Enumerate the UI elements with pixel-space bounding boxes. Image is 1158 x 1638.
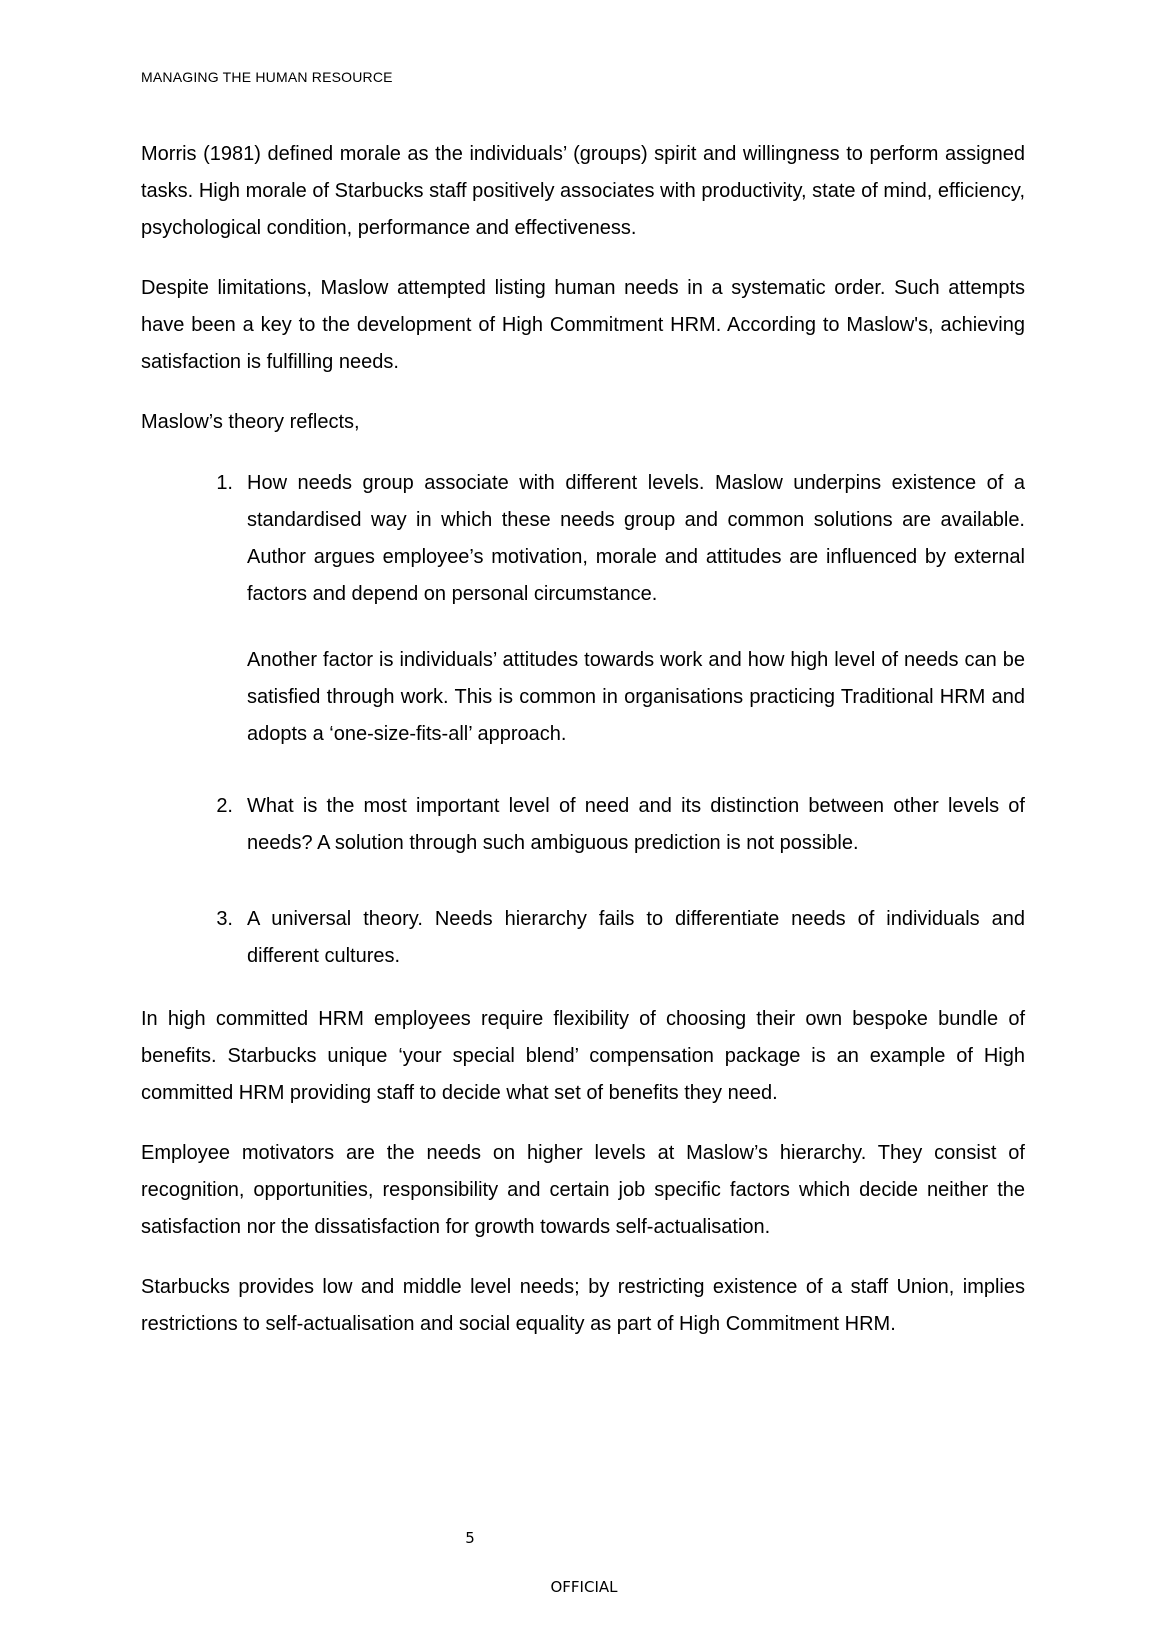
list-item-text: A universal theory. Needs hierarchy fails to differentiate needs of individuals and different cultures.	[247, 908, 1025, 967]
security-classification-footer: OFFICIAL	[550, 1578, 618, 1596]
list-item-text: How needs group associate with different levels. Maslow underpins existence of a standardised way in which these needs group and common solutions are available. Author argues employee’s motivation, morale and attitudes are influenced by external factors and depend on personal circumstance.	[247, 472, 1025, 605]
paragraph-maslow-limitations: Despite limitations, Maslow attempted listing human needs in a systematic order. Such attempts have been a key to the development of High Commitment HRM. According to Maslow's, achieving satisfaction is fulfilling needs.	[141, 277, 1025, 373]
list-item-text: What is the most important level of need and its distinction between other levels of needs? A solution through such ambiguous prediction is not possible.	[247, 795, 1025, 854]
paragraph-starbucks-needs: Starbucks provides low and middle level needs; by restricting existence of a staff Union, implies restrictions to self-actualisation and social equality as part of High Commitment HRM.	[141, 1276, 1025, 1335]
running-header: MANAGING THE HUMAN RESOURCE	[141, 69, 393, 85]
paragraph-morale-definition: Morris (1981) defined morale as the individuals’ (groups) spirit and willingness to perform assigned tasks. High morale of Starbucks staff positively associates with productivity, state of mind, efficiency, psychological condition, performance and effectiveness.	[141, 143, 1025, 239]
page-number: 5	[465, 1529, 475, 1547]
list-number: 2.	[216, 795, 233, 817]
list-number: 1.	[216, 472, 233, 494]
paragraph-maslow-reflects: Maslow’s theory reflects,	[141, 411, 360, 433]
list-number: 3.	[216, 908, 233, 930]
list-item-continuation: Another factor is individuals’ attitudes towards work and how high level of needs can be satisfied through work. This is common in organisations practicing Traditional HRM and adopts a ‘one-size-fits-all’ approach.	[247, 649, 1025, 745]
paragraph-high-committed-hrm: In high committed HRM employees require flexibility of choosing their own bespoke bundle of benefits. Starbucks unique ‘your special blend’ compensation package is an example of High committed HRM providing staff to decide what set of benefits they need.	[141, 1008, 1025, 1104]
paragraph-employee-motivators: Employee motivators are the needs on higher levels at Maslow’s hierarchy. They consist of recognition, opportunities, responsibility and certain job specific factors which decide neither the satisfaction nor the dissatisfaction for growth towards self-actualisation.	[141, 1142, 1025, 1238]
